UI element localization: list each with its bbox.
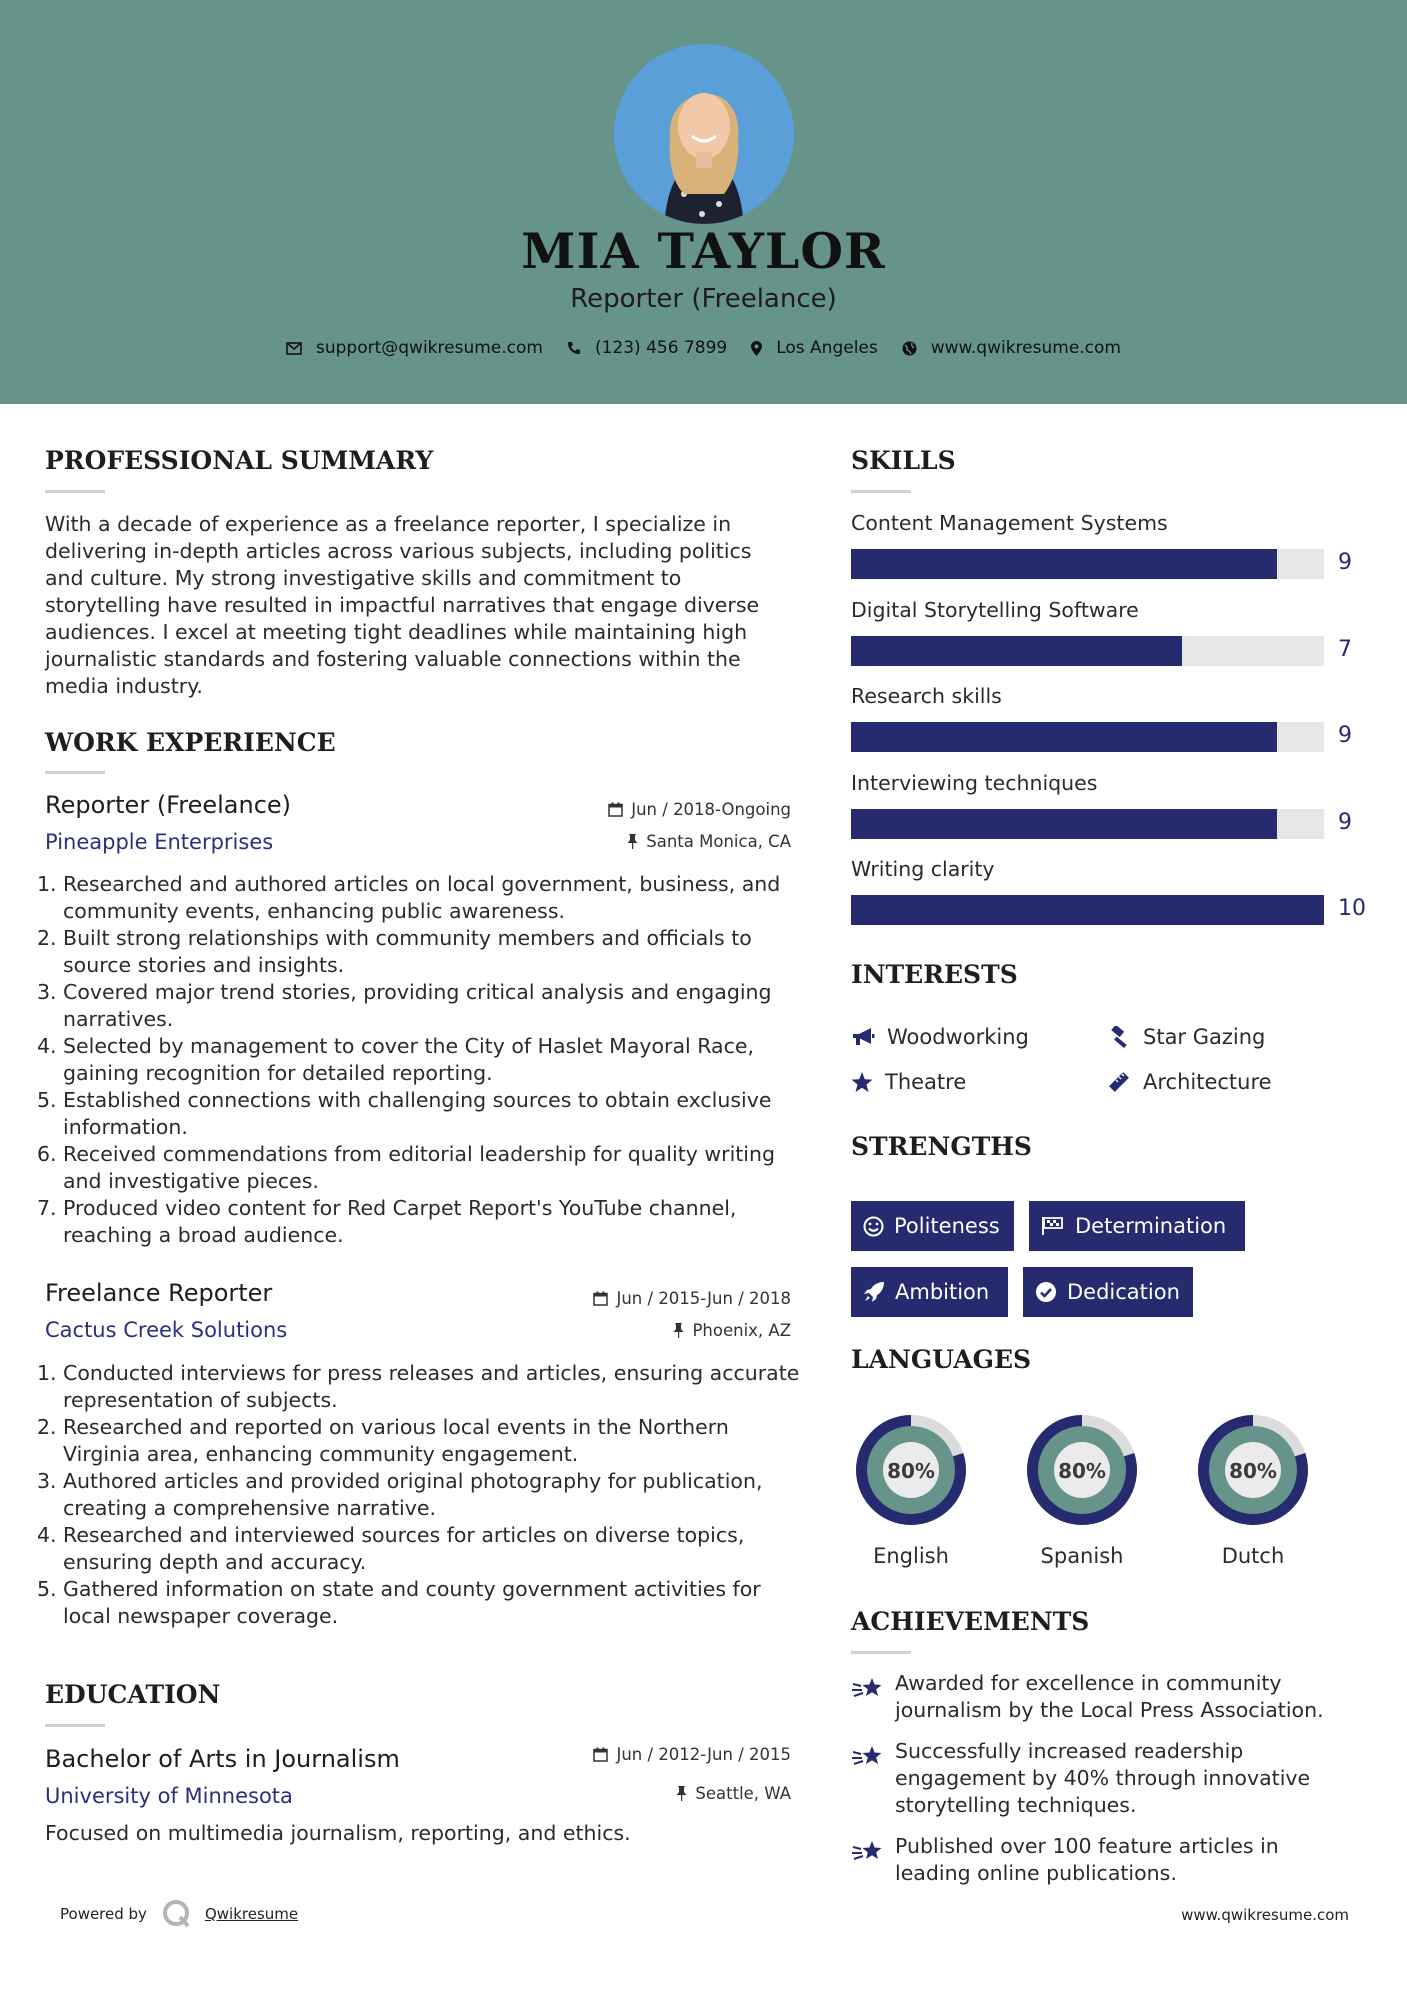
map-pin-icon (751, 341, 762, 356)
languages-heading: LANGUAGES (851, 1345, 1032, 1374)
ruler-icon (1107, 1071, 1131, 1093)
globe-icon (902, 341, 917, 356)
skill-bar-track (851, 722, 1324, 752)
pushpin-icon (676, 1786, 687, 1801)
skill-bar-track (851, 549, 1324, 579)
list-item: 1. Researched and authored articles on local government, business, and community events, enhancing public awareness. (37, 872, 781, 923)
language-label: Spanish (1040, 1544, 1124, 1568)
envelope-icon (286, 342, 302, 355)
website-text: www.qwikresume.com (930, 338, 1121, 358)
powered-by-text: Powered by (60, 1905, 147, 1923)
list-item: 3. Covered major trend stories, providing critical analysis and engaging narratives. (37, 980, 772, 1031)
achievements-divider (851, 1651, 911, 1654)
skills-heading: SKILLS (851, 446, 956, 475)
skill-bar-track (851, 636, 1324, 666)
pushpin-icon (673, 1323, 684, 1338)
smile-icon (863, 1216, 884, 1237)
job-company: Pineapple Enterprises (45, 830, 274, 854)
candidate-name: MIA TAYLOR (521, 222, 886, 280)
interest-item: Woodworking (851, 1025, 1029, 1049)
star-icon (851, 1072, 873, 1093)
skill-bar-fill (851, 549, 1277, 579)
skills-divider (851, 490, 911, 493)
email-text: support@qwikresume.com (316, 338, 543, 358)
gavel-icon (1107, 1026, 1131, 1048)
skill-bar-track (851, 809, 1324, 839)
job-responsibilities (37, 1360, 800, 1630)
resume-header (0, 0, 1407, 404)
skill-label: Content Management Systems (851, 511, 1168, 535)
list-item: 2. Researched and reported on various local events in the Northern Virginia area, enhancing community engagement. (37, 1415, 729, 1466)
achievement-item: Awarded for excellence in community journalism by the Local Press Association. (851, 1670, 1351, 1724)
language-donut (1020, 1408, 1144, 1536)
contact-row (0, 338, 1407, 358)
check-circle-icon (1035, 1281, 1057, 1303)
list-item: 5. Established connections with challenging sources to obtain exclusive information. (37, 1088, 772, 1139)
skill-label: Writing clarity (851, 857, 995, 881)
degree-title: Bachelor of Arts in Journalism (45, 1745, 400, 1773)
strength-badge: Determination (1029, 1201, 1245, 1251)
contact-website[interactable] (902, 338, 1121, 358)
pushpin-icon (627, 834, 638, 849)
candidate-role: Reporter (Freelance) (570, 284, 837, 314)
strength-badge: Dedication (1023, 1267, 1193, 1317)
job-responsibilities (37, 871, 800, 1249)
job-date: Jun / 2015-Jun / 2018 (500, 1289, 791, 1308)
experience-heading: WORK EXPERIENCE (45, 728, 336, 757)
person-photo-icon (614, 44, 794, 224)
list-item: 2. Built strong relationships with community members and officials to source stories and insights. (37, 926, 752, 977)
skill-bar-fill (851, 722, 1277, 752)
job-title: Reporter (Freelance) (45, 791, 292, 819)
education-divider (45, 1724, 105, 1727)
skill-bar-track (851, 895, 1324, 925)
megaphone-icon (851, 1027, 875, 1047)
skill-bar-fill (851, 895, 1324, 925)
profile-photo (614, 44, 794, 224)
achievement-item: Successfully increased readership engagement by 40% through innovative storytelling techniques. (851, 1738, 1351, 1819)
job-location: Santa Monica, CA (500, 832, 791, 851)
skill-value: 9 (1338, 723, 1352, 748)
interest-item: Theatre (851, 1070, 966, 1094)
donut-chart (849, 1408, 973, 1532)
footer-website[interactable]: www.qwikresume.com (1181, 1906, 1349, 1924)
job-date: Jun / 2018-Ongoing (500, 800, 791, 819)
contact-email[interactable] (286, 338, 543, 358)
skill-value: 7 (1338, 636, 1352, 662)
donut-chart (1191, 1408, 1315, 1532)
calendar-icon (593, 1747, 608, 1762)
list-item: 5. Gathered information on state and county government activities for local newspaper coverage. (37, 1577, 761, 1628)
education-heading: EDUCATION (45, 1680, 221, 1709)
list-item: 6. Received commendations from editorial leadership for quality writing and investigative pieces. (37, 1142, 776, 1193)
qwikresume-link[interactable]: Qwikresume (204, 1905, 299, 1923)
language-donut (1191, 1408, 1315, 1536)
shooting-star-icon (851, 1837, 885, 1865)
qwikresume-logo-icon (161, 1898, 193, 1930)
achievement-item: Published over 100 feature articles in leading online publications. (851, 1833, 1351, 1887)
donut-percent-label: 80% (1229, 1459, 1277, 1483)
language-label: English (873, 1544, 949, 1568)
skill-bar-fill (851, 809, 1277, 839)
experience-divider (45, 771, 105, 774)
location-text: Los Angeles (776, 338, 878, 358)
powered-by (60, 1898, 298, 1930)
education-location: Seattle, WA (500, 1784, 791, 1803)
education-description: Focused on multimedia journalism, reporting, and ethics. (45, 1821, 631, 1845)
phone-icon (567, 341, 581, 355)
school-name: University of Minnesota (45, 1784, 293, 1808)
education-date: Jun / 2012-Jun / 2015 (500, 1745, 791, 1764)
skill-value: 9 (1338, 809, 1352, 835)
contact-phone[interactable] (567, 338, 727, 358)
summary-text: With a decade of experience as a freelance reporter, I specialize in delivering in-depth articles across various subjects, including politics and culture. My strong investigative skills and commitment to storytelling have resulted in impactful narratives that engage diverse audiences. I excel at meeting tight deadlines while maintaining high journalistic standards and fostering valuable connections within the media industry. (45, 512, 760, 698)
list-item: 7. Produced video content for Red Carpet Report's YouTube channel, reaching a broad audience. (37, 1196, 737, 1247)
skill-value: 10 (1338, 896, 1366, 921)
skill-label: Digital Storytelling Software (851, 597, 1139, 622)
interests-heading: INTERESTS (851, 960, 1018, 989)
calendar-icon (593, 1291, 608, 1306)
skill-value: 9 (1338, 550, 1352, 575)
donut-percent-label: 80% (1058, 1459, 1106, 1483)
interest-item: Architecture (1107, 1070, 1272, 1094)
skill-label: Interviewing techniques (851, 770, 1098, 795)
contact-location (751, 338, 878, 358)
donut-chart (1020, 1408, 1144, 1532)
language-donut (849, 1408, 973, 1536)
job-location: Phoenix, AZ (500, 1321, 791, 1340)
skill-bar-fill (851, 636, 1182, 666)
phone-text: (123) 456 7899 (594, 338, 728, 358)
job-company: Cactus Creek Solutions (45, 1318, 288, 1342)
list-item: 3. Authored articles and provided original photography for publication, creating a comprehensive narrative. (37, 1469, 763, 1520)
strength-badge: Ambition (851, 1267, 1008, 1317)
achievements-heading: ACHIEVEMENTS (851, 1607, 1090, 1636)
job-title: Freelance Reporter (45, 1279, 273, 1307)
list-item: 1. Conducted interviews for press releases and articles, ensuring accurate representation of subjects. (37, 1361, 800, 1412)
summary-heading: PROFESSIONAL SUMMARY (45, 446, 434, 475)
strengths-heading: STRENGTHS (851, 1132, 1032, 1161)
shooting-star-icon (851, 1674, 885, 1702)
rocket-icon (863, 1281, 885, 1303)
flag-icon (1041, 1216, 1065, 1236)
interest-item: Star Gazing (1107, 1025, 1265, 1049)
shooting-star-icon (851, 1742, 885, 1770)
strength-badge: Politeness (851, 1201, 1014, 1251)
skill-label: Research skills (851, 684, 1002, 708)
donut-percent-label: 80% (887, 1459, 935, 1483)
language-label: Dutch (1221, 1544, 1285, 1568)
list-item: 4. Researched and interviewed sources for articles on diverse topics, ensuring depth and accuracy. (37, 1523, 745, 1574)
summary-divider (45, 490, 105, 493)
calendar-icon (608, 802, 623, 817)
list-item: 4. Selected by management to cover the City of Haslet Mayoral Race, gaining recognition for detailed reporting. (37, 1034, 755, 1085)
